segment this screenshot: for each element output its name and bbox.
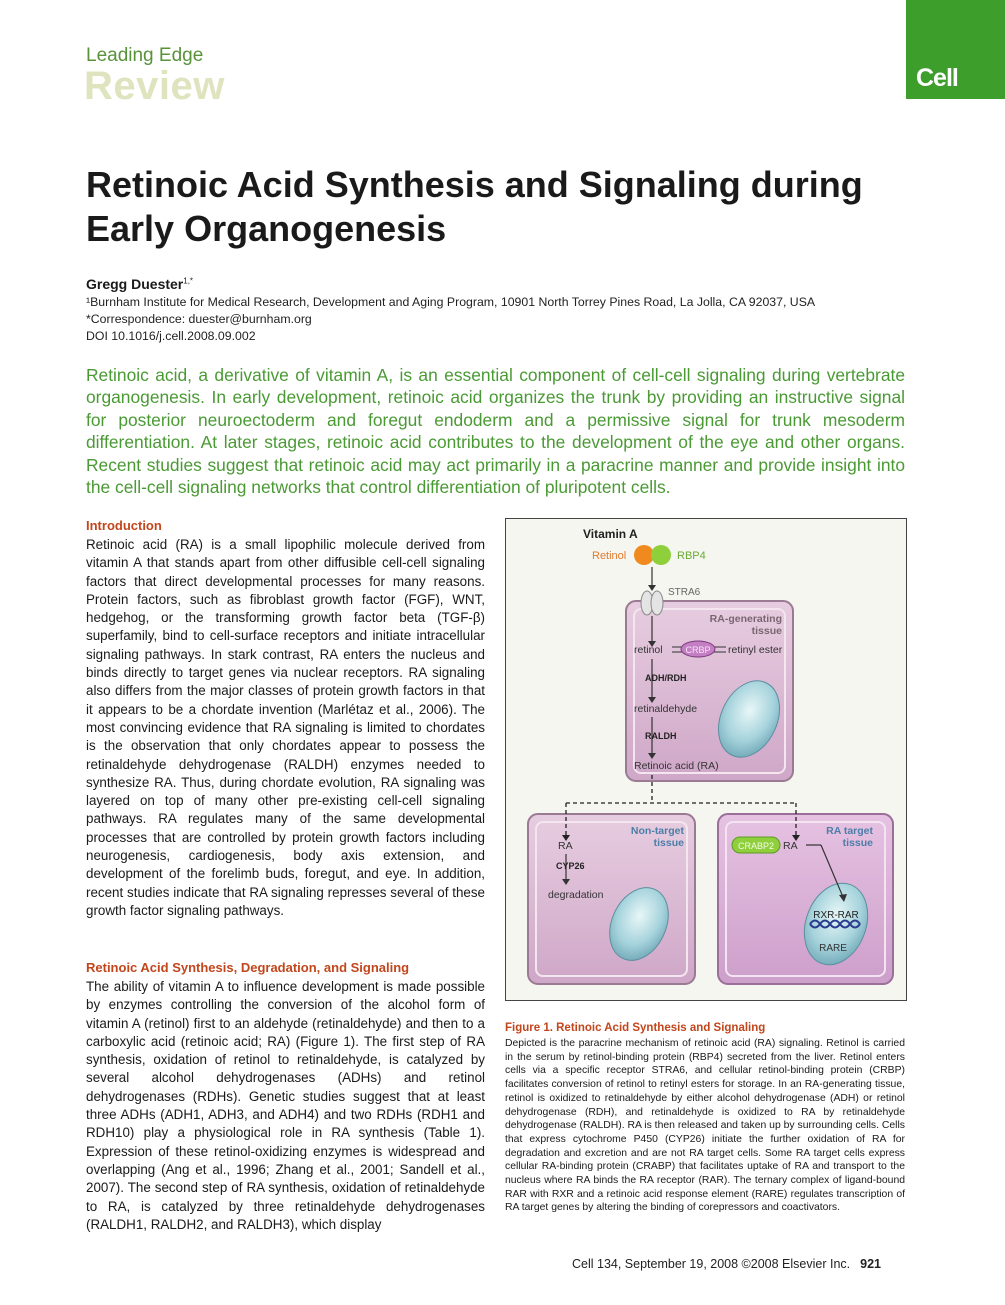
doi: DOI 10.1016/j.cell.2008.09.002 xyxy=(86,329,256,343)
retinol-label: Retinol xyxy=(592,550,627,562)
rare-label: RARE xyxy=(819,943,847,954)
non-target-label-2: tissue xyxy=(653,837,684,849)
abstract: Retinoic acid, a derivative of vitamin A, is an essential component of cell-cell signaling during vertebrate organogenesis. In early development, retinoic acid organizes the trunk by providing an instructive signal for posterior neuroectoderm and foregut endoderm and a permissive signal for trunk mesoderm differentiation. At later stages, retinoic acid contributes to the development of the eye and other organs. Recent studies suggest that retinoic acid may act primarily in a paracrine manner and provide insight into the cell-cell signaling networks that control differentiation of pluripotent cells. xyxy=(86,365,905,498)
vitamin-a-label: Vitamin A xyxy=(583,527,638,541)
ra-target-label-2: tissue xyxy=(842,837,873,849)
ra-target-ra-label: RA xyxy=(783,840,798,852)
section-label: Leading Edge xyxy=(86,45,204,66)
author-line xyxy=(86,276,193,292)
synthesis-heading: Retinoic Acid Synthesis, Degradation, and Signaling xyxy=(86,960,410,975)
cyp26-label: CYP26 xyxy=(556,861,585,871)
raldh-label: RALDH xyxy=(645,731,677,741)
retinol-intracellular-label: retinol xyxy=(634,644,663,656)
crbp-label: CRBP xyxy=(685,645,711,655)
rxr-rar-label: RXR-RAR xyxy=(813,910,859,921)
rbp4-protein xyxy=(651,545,671,565)
article-type-label: Review xyxy=(84,64,225,108)
ra-generating-label-2: tissue xyxy=(751,625,782,637)
retinoic-acid-label: Retinoic acid (RA) xyxy=(634,760,719,772)
stra6-receptor-right xyxy=(651,591,663,615)
figure-1 xyxy=(505,518,907,1001)
figure-caption-title: Figure 1. Retinoic Acid Synthesis and Signaling xyxy=(505,1022,766,1034)
adh-rdh-label: ADH/RDH xyxy=(645,673,687,683)
stra6-label: STRA6 xyxy=(668,587,701,598)
author-marks: 1,* xyxy=(183,276,194,286)
page-footer xyxy=(572,1257,881,1271)
figure-caption: Depicted is the paracrine mechanism of retinoic acid (RA) signaling. Retinol is carried in the serum by retinol-binding protein (RBP4) secreted from the liver. Retinol enters cells via a specific receptor STRA6, and cellular retinol-binding protein (CRBP) facilitates conversion of retinol to retinyl esters for storage. In an RA-generating tissue, retinol is oxidized to retinaldehyde by either alcohol dehydrogenase (ADH) or retinol dehydrogenase (RDH), and retinaldehyde is oxidized to RA by retinaldehyde dehydrogenase (RALDH). RA is then released and taken up by surrounding cells. Cells that express cytochrome P450 (CYP26) initiate the further oxidation of RA for degradation and excretion and are not RA target cells. Some RA target cells express cellular RA-binding protein (CRABP) that facilitates uptake of RA and transport to the nucleus where RA binds the RA receptor (RAR). The ternary complex of ligand-bound RAR with RXR and a retinoic acid response element (RARE) regulates transcription of RA target genes by altering the binding of corepressors and coactivators. xyxy=(505,1038,905,1214)
crabp2-label: CRABP2 xyxy=(737,841,775,851)
degradation-label: degradation xyxy=(548,889,604,901)
intro-text: Retinoic acid (RA) is a small lipophilic molecule derived from vitamin A that stands apart from other diffusible cell-cell signaling factors that direct developmental processes for many reasons. Protein factors, such as fibroblast growth factor (FGF), WNT, hedgehog, or the transforming growth factor beta (TGF-β) superfamily, bind to cell-surface receptors and initiate intracellular signaling pathways. In stark contrast, RA enters the nucleus and binds directly to target genes via nuclear receptors. RA signaling also differs from the major classes of protein growth factors in that it appears to be a chordate invention (Marlétaz et al., 2006). The most convincing evidence that RA signaling is limited to chordates is the observation that only chordates appear to possess the retinaldehyde dehydrogenase (RALDH) enzymes needed to synthesize RA. Thus, during chordate evolution, RA signaling was layered on top of many other pre-existing cell-cell signaling pathways. RA regulates many of the same developmental processes that are controlled by protein growth factors including neurogenesis, cardiogenesis, body axis extension, and development of the forelimb buds, foregut, and eye. In addition, recent studies indicate that RA signaling represses several of these growth factor signaling pathways. xyxy=(86,537,485,918)
author-name: Gregg Duester xyxy=(86,276,184,292)
ra-generating-label-1: RA-generating xyxy=(709,613,782,625)
retinyl-ester-label: retinyl ester xyxy=(728,644,783,656)
ra-non-target-label: RA xyxy=(558,840,573,852)
ra-target-label-1: RA target xyxy=(826,825,873,837)
journal-logo-text: Cell xyxy=(916,64,958,92)
page-number: 921 xyxy=(860,1257,881,1271)
uptake-arrowhead xyxy=(648,585,656,591)
article-title: Retinoic Acid Synthesis and Signaling during Early Organogenesis xyxy=(86,164,863,249)
correspondence: *Correspondence: duester@burnham.org xyxy=(86,312,312,326)
retinaldehyde-label: retinaldehyde xyxy=(634,703,698,715)
non-target-label-1: Non-target xyxy=(630,825,684,837)
figure-diagram xyxy=(506,519,906,1000)
synthesis-text: The ability of vitamin A to influence development is made possible by enzymes controlling the conversion of the alcohol form of vitamin A (retinol) first to an aldehyde (retinaldehyde) and then to a carboxylic acid (retinoic acid; RA) (Figure 1). The first step of RA synthesis, oxidation of retinol to retinaldehyde, is catalyzed by several alcohol dehydrogenases (ADHs) and retinol dehydrogenases (RDHs). Genetic studies suggest that at least three ADHs (ADH1, ADH3, and ADH4) and two RDHs (RDH1 and RDH10) play a physiological role in RA synthesis (Table 1). Expression of these retinol-oxidizing enzymes is widespread and overlapping (Ang et al., 1996; Zhang et al., 2001; Sandell et al., 2007). The second step of RA synthesis, oxidation of retinaldehyde to RA, is catalyzed by three retinaldehyde dehydrogenases (RALDH1, RALDH2, and RALDH3), which display xyxy=(86,979,485,1232)
rbp4-label: RBP4 xyxy=(677,550,706,562)
footer-citation: Cell 134, September 19, 2008 ©2008 Elsevier Inc. xyxy=(572,1257,851,1271)
intro-heading: Introduction xyxy=(86,518,162,533)
affiliation: ¹Burnham Institute for Medical Research, Development and Aging Program, 10901 North Torrey Pines Road, La Jolla, CA 92037, USA xyxy=(86,295,816,309)
journal-logo xyxy=(906,0,1005,99)
